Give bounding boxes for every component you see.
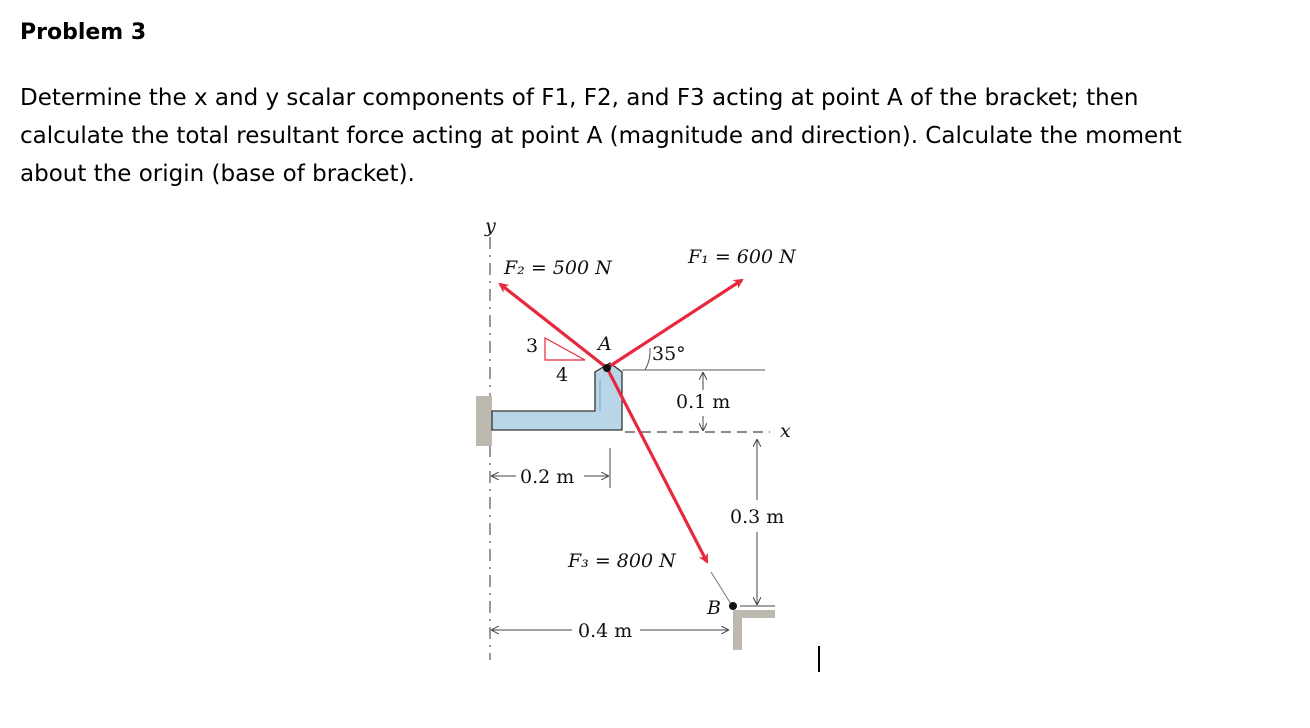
f2-arrow <box>500 284 607 368</box>
statement-line-3: about the origin (base of bracket). <box>20 161 415 187</box>
f3-label: F₃ = 800 N <box>568 550 676 572</box>
y-axis-label: y <box>485 215 496 237</box>
dim-02-label: 0.2 m <box>520 466 575 488</box>
f2-label: F₂ = 500 N <box>504 257 612 279</box>
problem-title: Problem 3 <box>20 20 147 45</box>
point-a-marker <box>603 364 611 372</box>
x-axis-label: x <box>780 420 791 442</box>
f1-label: F₁ = 600 N <box>688 246 796 268</box>
dim-03-label: 0.3 m <box>730 506 785 528</box>
slope-rise-label: 3 <box>526 335 539 357</box>
slope-triangle <box>545 338 585 360</box>
point-b-label: B <box>707 597 721 619</box>
statement-line-1: Determine the x and y scalar components of F1, F2, and F3 acting at point A of the bracket; then <box>20 85 1139 111</box>
b-support <box>733 610 775 650</box>
slope-run-label: 4 <box>556 364 569 386</box>
dim-01-label: 0.1 m <box>676 391 731 413</box>
angle-label: 35° <box>652 343 686 365</box>
angle-arc <box>645 348 650 370</box>
left-wall <box>476 396 492 446</box>
statement-line-2: calculate the total resultant force acting at point A (magnitude and direction). Calculate the moment <box>20 123 1182 149</box>
point-b-marker <box>729 602 737 610</box>
point-a-label: A <box>598 333 612 355</box>
text-cursor <box>818 646 820 672</box>
dim-04-label: 0.4 m <box>578 620 633 642</box>
